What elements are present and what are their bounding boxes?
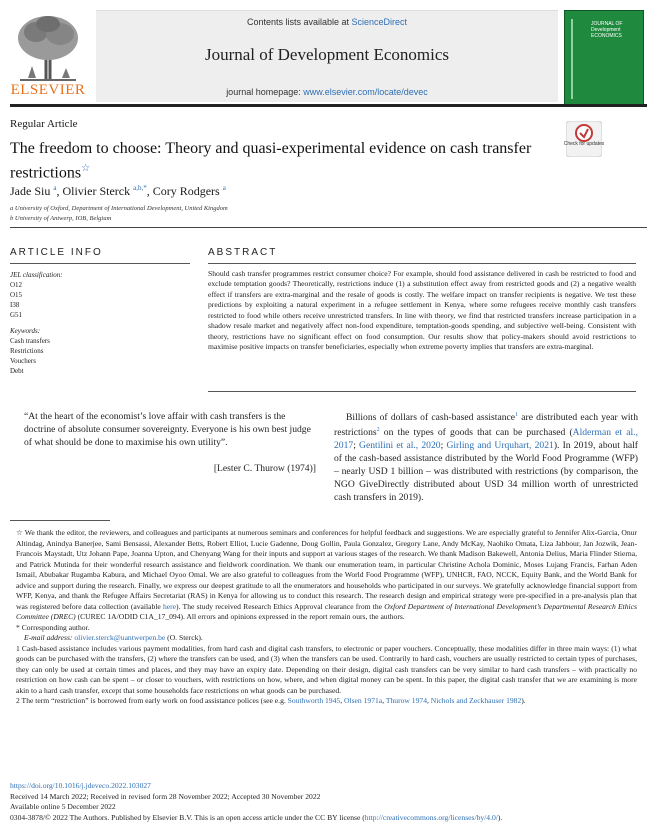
info-rule [10,263,190,264]
citation-link[interactable]: Nichols and Zeckhauser 1982 [430,696,522,705]
journal-cover-thumbnail [564,10,644,106]
sciencedirect-link[interactable]: ScienceDirect [351,17,408,27]
author-list: Jade Siu $^a$, Olivier Sterck $^{a,b,*}$, Cory Rodgers $^a$ [10,184,226,198]
title-footnote-mark[interactable]: ☆ [81,163,91,174]
article-title: The freedom to choose: Theory and quasi-experimental evidence on cash transfer restrictions☆ [10,140,532,182]
author-name[interactable]: Cory Rodgers [152,184,220,198]
journal-banner [96,10,558,102]
abstract-bottom-rule [208,391,636,392]
jel-label: JEL classification: [10,271,63,279]
citation-link[interactable]: Gentilini et al., 2020 [359,440,441,452]
keyword: Cash transfers [10,337,50,345]
abstract-text: Should cash transfer programmes restrict consumer choice? For example, should food assistance delivered in cash be restricted to food and exclude temptation goods? Theoretically, restrictions induce (1) a substitution effect away from restricted goods and (2) a negative wealth effect if transfers are extra-marginal and the resale of goods is costly. The welfare impact on transfer recipients is negative. We test these predictions by exploiting a natural experiment in a refugee settlement in Kenya, where some refugees receive monthly cash transfers restricted to food while others receive unrestricted transfers. In line with theory, we find that restricted transfers increase participation in a shadow resale market and negatively affect non-food expenditure, temptation-goods spending, and subjective well-being. Consistent with theory, restrictions have no significant effect on food consumption. Our results show that policy-makers should avoid restrictions to maximise positive impacts on transfer beneficiaries, especially when extreme poverty implies that transfers are extra-marginal. [208,269,636,352]
email-link[interactable]: olivier.sterck@uantwerpen.be [74,633,166,642]
epigraph-quote: “At the heart of the economist’s love affair with cash transfers is the doctrine of absolute consumer sovereignty. Everyone is his own best judge of what should be done to maximise his own utility”. [24,411,311,448]
intro-paragraph: Billions of dollars of cash-based assistance$^1$ are distributed each year with restrictions$^2$ on the types of goods that can be purchased (Alderman et al., 2017; Gentilini et al., 2020; Girling and Urquhart, 2021). In 2019, about half of the cash-based assistance distributed by the World Food Programme (WFP) – nearly USD 1 billion – was distributed with restrictions (by comparison, the NGO GiveDirectly distributed about USD 34 million worth of unrestricted cash transfers in 2019). [334,412,639,504]
keyword: Debt [10,367,24,375]
journal-title: Journal of Development Economics [204,45,450,64]
footnote-divider [10,520,110,521]
author-affil-mark[interactable]: a,b,* [133,184,147,192]
corresponding-author-note: * Corresponding author. [16,622,90,632]
footnote-2: 2 The term “restriction” is borrowed from early work on food assistance polices (see e.g. Southworth 1945, Olsen 1971a, Thurow 1974, Nichols and Zeckhauser 1982). [16,696,526,705]
abstract-rule [208,263,636,264]
license-line: 0304-3878/© 2022 The Authors. Published by Elsevier B.V. This is an open access article under the CC BY license (http://creativecommons.org/licenses/by/4.0/). [10,812,503,822]
author-affil-mark[interactable]: a [222,184,226,192]
article-type: Regular Article [10,118,78,130]
author-name[interactable]: Jade Siu [10,184,51,198]
article-info-heading: ARTICLE INFO [10,247,103,258]
epigraph-attribution: [Lester C. Thurow (1974)] [213,463,316,474]
affiliation-a: a University of Oxford, Department of International Development, United Kingdom [10,205,228,212]
citation-link[interactable]: Olsen 1971a [344,696,383,705]
keyword: Restrictions [10,347,44,355]
cover-text: JOURNAL OF Development ECONOMICS [591,21,623,39]
jel-code: G51 [10,311,23,319]
article-info [10,270,190,376]
homepage-line: journal homepage: www.elsevier.com/locate/devec [226,87,428,97]
abstract-heading: ABSTRACT [208,247,278,258]
citation-link[interactable]: Southworth 1945 [287,696,341,705]
footnote-ref[interactable]: 2 [376,427,380,434]
footnotes [10,528,637,707]
header-divider [10,104,647,107]
journal-header [10,6,650,102]
affiliation-b: b University of Antwerp, IOB, Belgium [10,215,112,222]
license-link[interactable]: http://creativecommons.org/licenses/by/4.0/ [364,812,498,822]
footnote-mark: ☆ [16,528,23,537]
author-affil-mark[interactable]: a [53,184,57,192]
citation-link[interactable]: Thurow 1974 [385,696,427,705]
contents-line: Contents lists available at ScienceDirect [246,17,408,27]
article-metadata [10,781,647,823]
cover-stripe [571,19,573,99]
keywords-label: Keywords: [10,327,41,335]
jel-code: O15 [10,291,23,299]
footnote-1: 1 Cash-based assistance includes various payment modalities, from hard cash and digital cash transfers, to electronic or paper vouchers. Conceptually, these modalities differ in three main ways: (1) what goods can be purchased with the transfers, (2) where the transfers can be used, and (3) when the transfers can be used. Contrarily to hard cash, vouchers are usually restricted to certain types of purchases, they can only be used at certain times and places, and they may have an expiry date. Depending on their design, digital cash transfers can be very similar to hard cash transfers – with practically no restriction on how cash can be spent – or closer to vouchers, with restrictions on how, where, and when digital money can be spent. In this paper, the digital cash transfer that we are examining is more akin to a hard cash transfer, except that some households face restrictions on what goods can be purchased. [16,643,637,695]
received-dates: Received 14 March 2022; Received in revised form 28 November 2022; Accepted 30 November 2022 [10,791,321,801]
publisher-name: ELSEVIER [10,82,86,98]
jel-code: I38 [10,301,20,309]
affiliation-divider [10,227,647,228]
author-name[interactable]: Olivier Sterck [62,184,131,198]
footnote-ref[interactable]: 1 [515,412,519,418]
citation-link[interactable]: Alderman et al., 2017 [334,427,638,452]
email-note: E-mail address: olivier.sterck@uantwerpen.be (O. Sterck). [24,633,203,642]
keyword: Vouchers [10,357,36,365]
check-for-updates-icon[interactable] [566,121,602,157]
pre-analysis-plan-link[interactable]: here [162,601,177,611]
doi-link[interactable]: https://doi.org/10.1016/j.jdeveco.2022.103027 [10,781,151,790]
online-date: Available online 5 December 2022 [10,802,116,811]
acknowledgements-footnote: ☆ We thank the editor, the reviewers, and colleagues and participants at numerous seminars and conferences for helpful feedback and suggestions. We are especially grateful to Jennifer Alix-Garcia, Onur Altindag, Anindya Banerjee, Sami Bensassi, Alexander Betts, Robert Elliot, Lucie Gadenne, Doug Gollin, Paula Gonzalez, Gregory Lane, Andy McKay, Naohiko Omata, Liza Jabbour, Jan Jozwik, Jean-Francois Maystadt, Utz Johann Pape, Joanna Upton, and Chenyang Wang for their inputs and support at various stages of the research. We thank Madison Bakewell, Antonia Delius, Maria Flinder Stierna, and Patrick Mutinda for their wonderful research assistance and fieldwork coordination. We thank our enumeration team, in particular Christine Achola Dominic, Moses Lujang Francis, Farhan Aden Ismail, Abubakar Rugamba Kabura, and Michael Oyoo Omal. We are also grateful to colleagues from the World Food Programme (WFP), UNHCR, FAO, NCCK, Equity Bank, and the World Bank for advice and support during the research. Finally, we express our deepest gratitude to all the enumerators and households who participated in our surveys. We gratefully acknowledge financial support from WFP, Kenya, and thank the Refugee Affairs Secretariat (RAS) in Kenya for allowing us to conduct this research. The research design and empirical strategy were pre-specified in a pre-analysis plan that was registered before data collection (available here). The study received Research Ethics Approval clearance from the Oxford Department of International Development’s Departmental Research Ethics Committee (DREC) (CUREC 1A/ODID C1A_17_094). All errors and opinions expressed in the report remain ours, the authors. [16,528,637,621]
citation-link[interactable]: Girling and Urquhart, 2021 [446,440,554,452]
check-for-updates-label: Check for updates [563,141,605,147]
jel-code: O12 [10,281,23,289]
journal-homepage-link[interactable]: www.elsevier.com/locate/devec [303,87,428,97]
